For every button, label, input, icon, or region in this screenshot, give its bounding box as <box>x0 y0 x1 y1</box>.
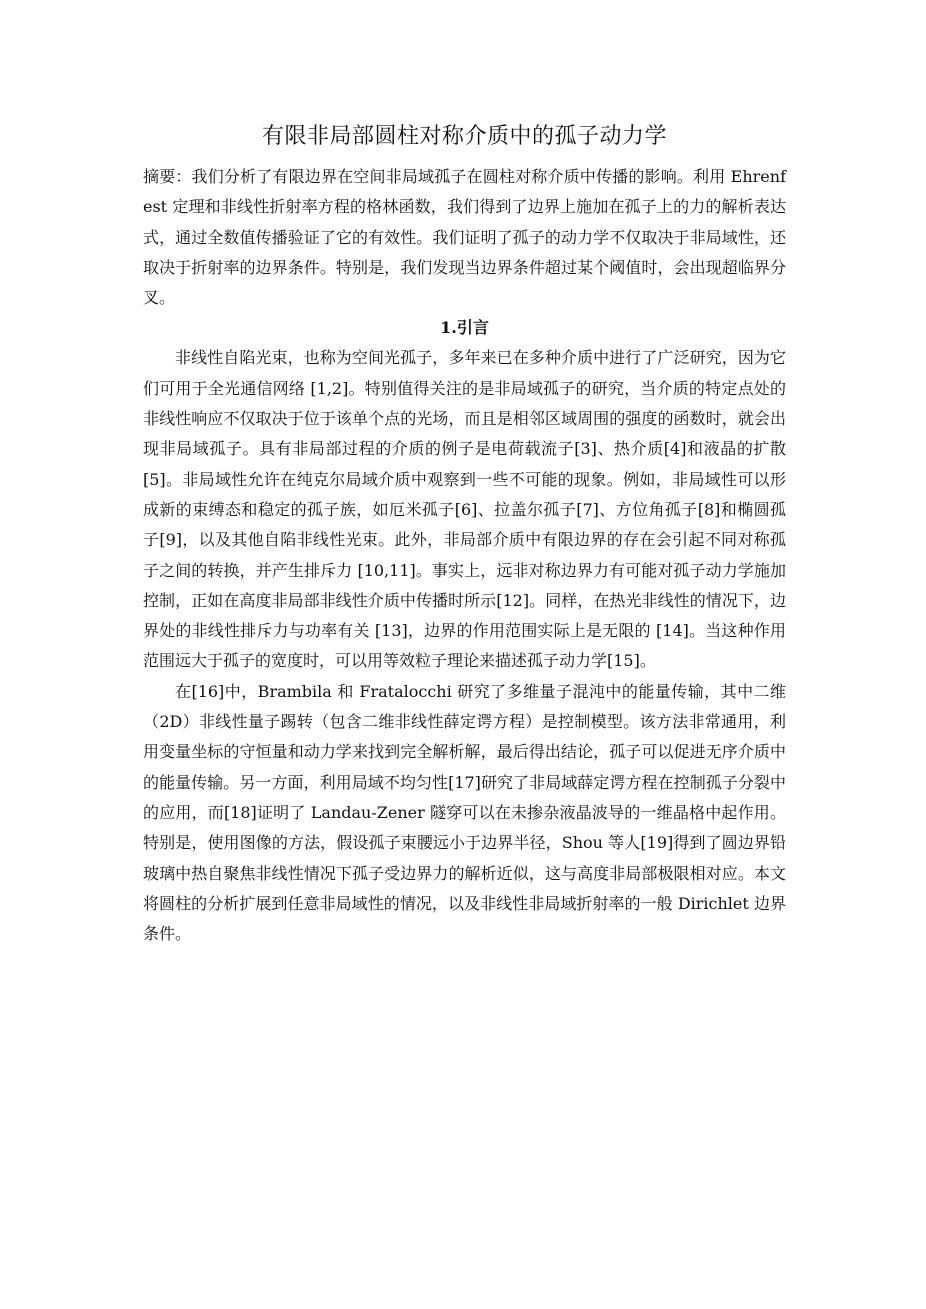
body-paragraph-1: 非线性自陷光束，也称为空间光孤子，多年来已在多种介质中进行了广泛研究，因为它们可用于全光通信网络 [1,2]。特别值得关注的是非局域孤子的研究，当介质的特定点处的非线性响应不仅取决于位于该单个点的光场，而且是相邻区域周围的强度的函数时，就会出现非局域孤子。具有非局部过程的介质的例子是电荷载流子[3]、热介质[4]和液晶的扩散[5]。非局域性允许在纯克尔局域介质中观察到一些不可能的现象。例如，非局域性可以形成新的束缚态和稳定的孤子族，如厄米孤子[6]、拉盖尔孤子[7]、方位角孤子[8]和椭圆孤子[9]，以及其他自陷非线性光束。此外，非局部介质中有限边界的存在会引起不同对称孤子之间的转换，并产生排斥力 [10,11]。事实上，远非对称边界力有可能对孤子动力学施加控制，正如在高度非局部非线性介质中传播时所示[12]。同样，在热光非线性的情况下，边界处的非线性排斥力与功率有关 [13]，边界的作用范围实际上是无限的 [14]。当这种作用范围远大于孤子的宽度时，可以用等效粒子理论来描述孤子动力学[15]。 <box>143 348 786 671</box>
body-paragraph-2: 在[16]中，Brambila 和 Fratalocchi 研究了多维量子混沌中的能量传输，其中二维（2D）非线性量子踢转（包含二维非线性薛定谔方程）是控制模型。该方法非常通用，利用变量坐标的守恒量和动力学来找到完全解析解，最后得出结论，孤子可以促进无序介质中的能量传输。另一方面，利用局域不均匀性[17]研究了非局域薛定谔方程在控制孤子分裂中的应用，而[18]证明了 Landau-Zener 隧穿可以在未掺杂液晶波导的一维晶格中起作用。特别是，使用图像的方法，假设孤子束腰远小于边界半径，Shou 等人[19]得到了圆边界铅玻璃中热自聚焦非线性情况下孤子受边界力的解析近似，这与高度非局部极限相对应。本文将圆柱的分析扩展到任意非局域性的情况，以及非线性非局域折射率的一般 Dirichlet 边界条件。 <box>143 681 786 944</box>
section-heading-introduction: 1.引言 <box>440 318 489 338</box>
document-page <box>143 122 786 949</box>
paper-title: 有限非局部圆柱对称介质中的孤子动力学 <box>261 124 667 149</box>
abstract-paragraph: 摘要：我们分析了有限边界在空间非局域孤子在圆柱对称介质中传播的影响。利用 Ehrenfest 定理和非线性折射率方程的格林函数，我们得到了边界上施加在孤子上的力的解析表达式，通过全数值传播验证了它的有效性。我们证明了孤子的动力学不仅取决于非局域性，还取决于折射率的边界条件。特别是，我们发现当边界条件超过某个阈值时，会出现超临界分叉。 <box>143 167 786 308</box>
